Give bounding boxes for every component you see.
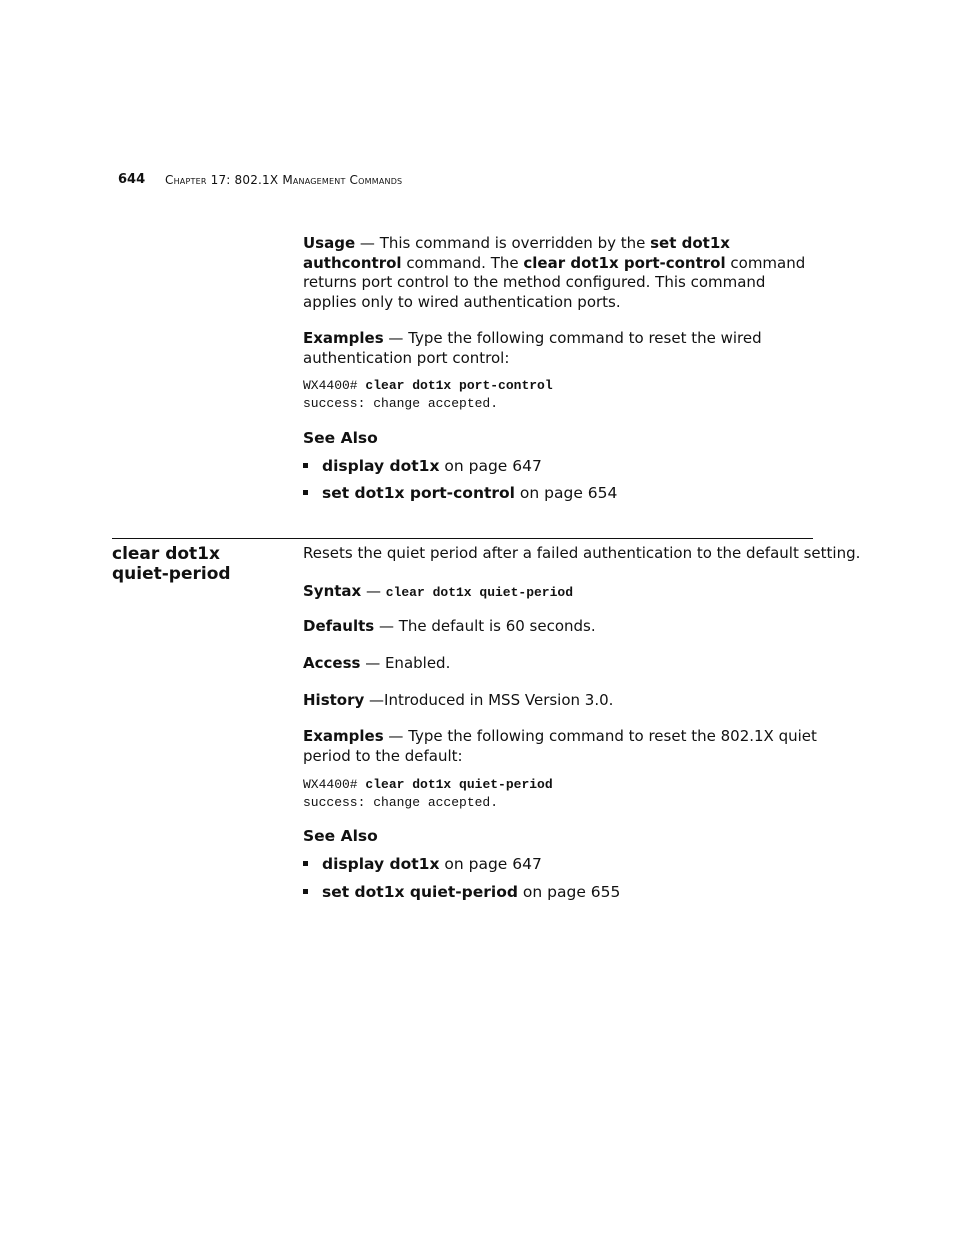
- see-also-heading-2: See Also: [303, 827, 378, 845]
- code-prompt-2: WX4400#: [303, 777, 366, 792]
- see-also-command: display dot1x: [322, 457, 440, 475]
- usage-label: Usage: [303, 234, 356, 252]
- examples-text-2: — Type the following command to reset the 802.1X quiet period to the default:: [303, 727, 817, 765]
- history-label: History: [303, 691, 365, 709]
- examples-text-1: — Type the following command to reset the wired authentication port control:: [303, 329, 762, 367]
- see-also-command: set dot1x port-control: [322, 484, 515, 502]
- heading-line-1: clear dot1x: [112, 544, 220, 564]
- see-also-page-ref: on page 654: [515, 484, 618, 502]
- access-text: — Enabled.: [360, 654, 451, 672]
- history-paragraph: [303, 691, 823, 711]
- code-output-1: success: change accepted.: [303, 396, 499, 411]
- examples-label-1: Examples: [303, 329, 384, 347]
- see-also-command: display dot1x: [322, 855, 440, 873]
- history-text: —Introduced in MSS Version 3.0.: [364, 691, 614, 709]
- defaults-label: Defaults: [303, 617, 375, 635]
- see-also-command: set dot1x quiet-period: [322, 883, 518, 901]
- access-paragraph: [303, 654, 823, 674]
- code-output-2: success: change accepted.: [303, 795, 499, 810]
- code-block-2: [303, 776, 553, 812]
- syntax-paragraph: [303, 582, 823, 603]
- see-also-item-display-dot1x-1[interactable]: [303, 456, 542, 476]
- see-also-item-set-dot1x-port-control[interactable]: [303, 483, 617, 503]
- usage-text-2: command. The: [401, 253, 524, 272]
- code-command-1: clear dot1x port-control: [365, 378, 553, 393]
- access-label: Access: [303, 654, 361, 672]
- bullet-icon: [303, 463, 308, 468]
- examples-paragraph-1: [303, 329, 823, 368]
- bullet-icon: [303, 490, 308, 495]
- see-also-heading-1: See Also: [303, 429, 378, 447]
- usage-text-3: command returns port control to the method configured. This command applies only to wired authentication ports.: [303, 253, 806, 311]
- code-command-2: clear dot1x quiet-period: [365, 777, 553, 792]
- see-also-page-ref: on page 647: [439, 457, 542, 475]
- usage-command-1: set dot1x authcontrol: [303, 234, 730, 272]
- see-also-page-ref: on page 655: [517, 883, 621, 901]
- usage-command-2: clear dot1x port-control: [523, 253, 726, 272]
- section-heading-clear-dot1x-quiet-period: [112, 544, 292, 584]
- heading-line-2: quiet-period: [112, 564, 231, 584]
- description-paragraph: Resets the quiet period after a failed authentication to the default setting.: [303, 544, 861, 562]
- section-divider: [112, 538, 813, 539]
- see-also-item-display-dot1x-2[interactable]: [303, 854, 542, 874]
- code-block-1: [303, 377, 553, 413]
- usage-text-1: — This command is overridden by the: [355, 234, 651, 252]
- bullet-icon: [303, 889, 308, 894]
- syntax-code: clear dot1x quiet-period: [385, 585, 574, 600]
- chapter-title: Chapter 17: 802.1X Management Commands: [165, 173, 403, 187]
- defaults-paragraph: [303, 617, 823, 637]
- see-also-item-set-dot1x-quiet-period[interactable]: [303, 882, 620, 902]
- code-prompt-1: WX4400#: [303, 378, 366, 393]
- syntax-dash: —: [361, 582, 386, 600]
- page-number: 644: [118, 172, 146, 187]
- syntax-label: Syntax: [303, 582, 362, 600]
- examples-paragraph-2: [303, 727, 823, 766]
- examples-label-2: Examples: [303, 727, 384, 745]
- see-also-page-ref: on page 647: [439, 855, 542, 873]
- bullet-icon: [303, 861, 308, 866]
- defaults-text: — The default is 60 seconds.: [374, 617, 596, 635]
- usage-paragraph: [303, 234, 823, 312]
